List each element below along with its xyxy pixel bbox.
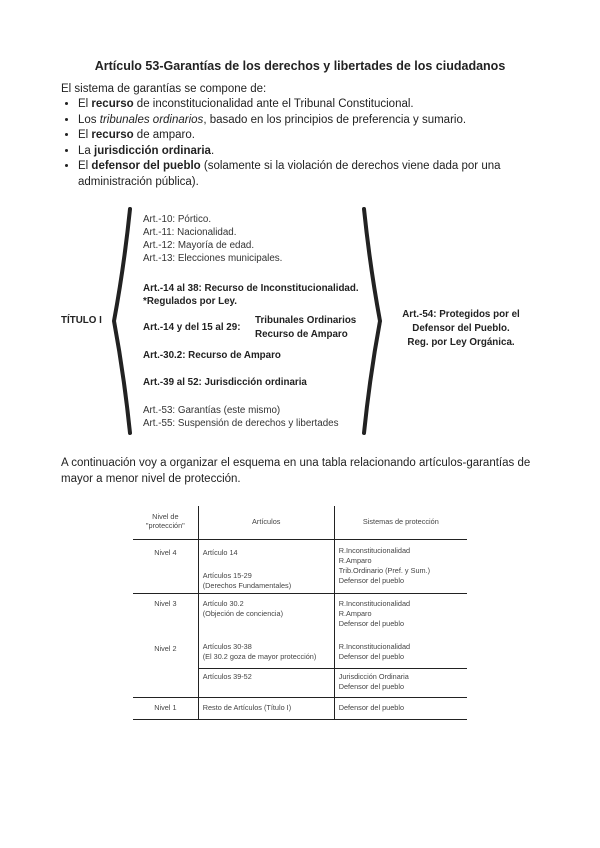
header-articulos: Artículos bbox=[198, 506, 334, 540]
level-cell: Nivel 1 bbox=[133, 698, 198, 720]
scheme-line: Art.-55: Suspensión de derechos y libertades bbox=[143, 418, 339, 429]
scheme-art30: Art.-30.2: Recurso de Amparo bbox=[143, 350, 281, 361]
scheme-group-end bbox=[143, 404, 339, 430]
scheme-art14-15: Art.-14 y del 15 al 29: bbox=[143, 322, 241, 333]
scheme-line: Art.-11: Nacionalidad. bbox=[143, 227, 237, 238]
header-sistemas: Sistemas de protección bbox=[334, 506, 467, 540]
list-item: • El recurso de amparo. bbox=[78, 128, 548, 144]
guarantees-list bbox=[61, 97, 548, 190]
scheme-trib-ord: Tribunales Ordinarios bbox=[255, 315, 357, 326]
table-row: Nivel 1 Resto de Artículos (Título I) Defensor del pueblo bbox=[133, 698, 467, 720]
list-item: • Los tribunales ordinarios, basado en los principios de preferencia y sumario. bbox=[78, 113, 548, 129]
scheme-right-note: Art.-54: Protegidos por el Defensor del Pueblo. Reg. por Ley Orgánica. bbox=[402, 309, 520, 348]
scheme-line: Art.-53: Garantías (este mismo) bbox=[143, 405, 281, 416]
list-item: • El recurso de inconstitucionalidad ante el Tribunal Constitucional. bbox=[78, 97, 548, 113]
outro-text: A continuación voy a organizar el esquema en una tabla relacionando artículos-garantías de mayor a menor nivel de protección. bbox=[61, 457, 531, 485]
scheme-rec-amparo: Recurso de Amparo bbox=[255, 329, 348, 340]
table-row: Nivel 3 Artículo 30.2 (Objeción de conciencia) R.Inconstitucionalidad R.Amparo Defensor del pueblo bbox=[133, 594, 467, 636]
list-item: • El defensor del pueblo (solamente si la violación de derechos viene dada por una administración pública). bbox=[78, 159, 548, 190]
intro-text: El sistema de garantías se compone de: bbox=[61, 83, 267, 95]
scheme-group-preliminary bbox=[143, 213, 282, 265]
level-cell: Nivel 3 bbox=[133, 594, 198, 636]
left-brace bbox=[108, 207, 136, 435]
right-brace bbox=[358, 207, 386, 435]
list-item: • La jurisdicción ordinaria. bbox=[78, 144, 548, 160]
scheme-regulados: *Regulados por Ley. bbox=[143, 296, 237, 307]
scheme-art39: Art.-39 al 52: Jurisdicción ordinaria bbox=[143, 377, 307, 388]
header-nivel: Nivel de "protección" bbox=[133, 506, 198, 540]
scheme-line: Art.-13: Elecciones municipales. bbox=[143, 253, 283, 264]
titulo-label: TÍTULO I bbox=[61, 315, 102, 326]
scheme-line: Art.-10: Pórtico. bbox=[143, 214, 212, 225]
table-row: Nivel 4 Artículo 14 Artículos 15-29 (Derechos Fundamentales) R.Inconstitucionalidad R.Amparo Trib.Ordinario (Pref. y Sum.) Defensor del pueblo bbox=[133, 540, 467, 594]
table-row: Nivel 2 Artículos 30-38 (El 30.2 goza de mayor protección) R.Inconstitucionalidad Defensor del pueblo bbox=[133, 635, 467, 669]
table-header-row bbox=[133, 506, 467, 540]
page-title: Artículo 53-Garantías de los derechos y libertades de los ciudadanos bbox=[94, 59, 506, 73]
scheme-art14-38: Art.-14 al 38: Recurso de Inconstitucionalidad. bbox=[143, 283, 359, 294]
level-cell: Nivel 4 bbox=[154, 548, 177, 557]
protection-table bbox=[133, 506, 467, 720]
scheme-line: Art.-12: Mayoría de edad. bbox=[143, 240, 255, 251]
table-row: Artículos 39-52 Jurisdicción Ordinaria Defensor del pueblo bbox=[133, 669, 467, 698]
level-cell: Nivel 2 bbox=[154, 644, 177, 653]
